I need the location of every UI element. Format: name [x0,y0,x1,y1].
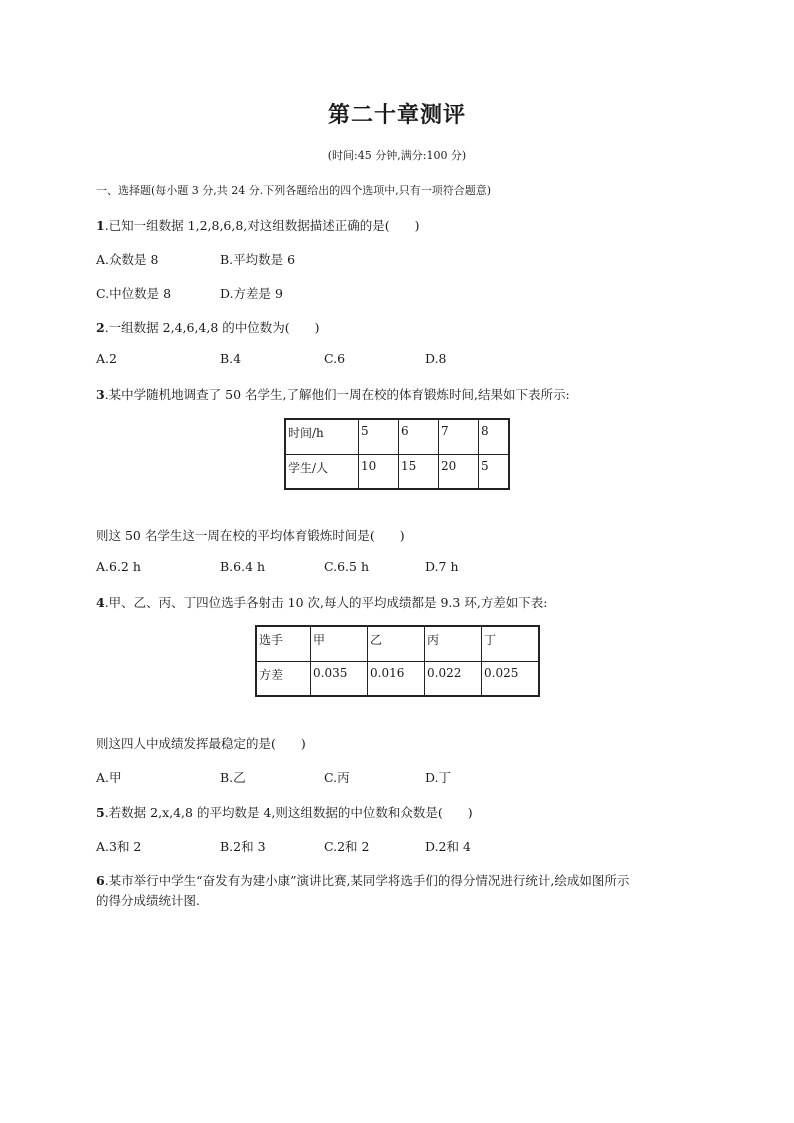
q5-option-b: B.2和 3 [220,839,266,854]
question-6-continued: 的得分成绩统计图. [96,893,200,908]
table-row [256,626,539,661]
question-6 [96,871,629,889]
table-cell: 0.025 [482,661,540,696]
q4-option-b: B.乙 [220,770,246,785]
question-3-prompt: 则这 50 名学生这一周在校的平均体育锻炼时间是( ) [96,528,405,543]
table-cell: 甲 [311,626,368,661]
section-heading: 一、选择题(每小题 3 分,共 24 分.下列各题给出的四个选项中,只有一项符合题意) [96,184,492,197]
table-cell: 丁 [482,626,540,661]
table-row [256,661,539,696]
table-cell: 选手 [256,626,311,661]
page-title: 第二十章测评 [327,103,466,128]
q4-option-c: C.丙 [324,770,350,785]
question-text: .若数据 2,x,4,8 的平均数是 4,则这组数据的中位数和众数是( ) [104,805,473,820]
table-cell: 学生/人 [285,454,359,489]
question-text: .某中学随机地调查了 50 名学生,了解他们一周在校的体育锻炼时间,结果如下表所示: [104,387,570,402]
variance-table [255,625,540,697]
q3-option-c: C.6.5 h [324,559,369,574]
q2-option-b: B.4 [220,351,242,366]
table-cell: 0.016 [368,661,425,696]
question-4 [96,593,548,611]
q3-option-d: D.7 h [425,559,459,574]
question-number: 6 [96,873,105,888]
question-text: .已知一组数据 1,2,8,6,8,对这组数据描述正确的是( ) [104,218,420,233]
question-text: .一组数据 2,4,6,4,8 的中位数为( ) [104,320,320,335]
table-cell: 7 [439,419,479,454]
q5-option-d: D.2和 4 [425,839,471,854]
q3-option-b: B.6.4 h [220,559,266,574]
q1-option-d: D.方差是 9 [220,286,283,301]
q5-option-a: A.3和 2 [96,839,142,854]
q5-option-c: C.2和 2 [324,839,370,854]
table-cell: 时间/h [285,419,359,454]
table-cell: 8 [479,419,510,454]
q2-option-d: D.8 [425,351,447,366]
question-4-prompt: 则这四人中成绩发挥最稳定的是( ) [96,736,306,751]
table-cell: 方差 [256,661,311,696]
question-number: 3 [96,387,105,402]
table-cell: 10 [359,454,399,489]
question-2 [96,318,320,336]
question-number: 1 [96,218,105,233]
question-3 [96,385,570,403]
question-1 [96,216,420,234]
exam-info: (时间:45 分钟,满分:100 分) [327,149,467,162]
table-row [285,419,509,454]
table-cell: 乙 [368,626,425,661]
table-row [285,454,509,489]
q1-option-b: B.平均数是 6 [220,252,296,267]
table-cell: 5 [479,454,510,489]
q1-option-a: A.众数是 8 [96,252,159,267]
q4-option-d: D.丁 [425,770,452,785]
table-cell: 6 [399,419,439,454]
table-cell: 0.035 [311,661,368,696]
question-text: .某市举行中学生“奋发有为建小康”演讲比赛,某同学将选手们的得分情况进行统计,绘成如图所示 [104,873,630,888]
q2-option-c: C.6 [324,351,346,366]
table-cell: 5 [359,419,399,454]
q2-option-a: A.2 [96,351,117,366]
q4-option-a: A.甲 [96,770,122,785]
question-number: 4 [96,595,105,610]
question-number: 2 [96,320,105,335]
question-text: .甲、乙、丙、丁四位选手各射击 10 次,每人的平均成绩都是 9.3 环,方差如下表: [104,595,548,610]
exercise-time-table [284,418,510,490]
table-cell: 15 [399,454,439,489]
table-cell: 20 [439,454,479,489]
question-5 [96,803,473,821]
question-number: 5 [96,805,105,820]
q1-option-c: C.中位数是 8 [96,286,172,301]
q3-option-a: A.6.2 h [96,559,141,574]
table-cell: 丙 [425,626,482,661]
table-cell: 0.022 [425,661,482,696]
